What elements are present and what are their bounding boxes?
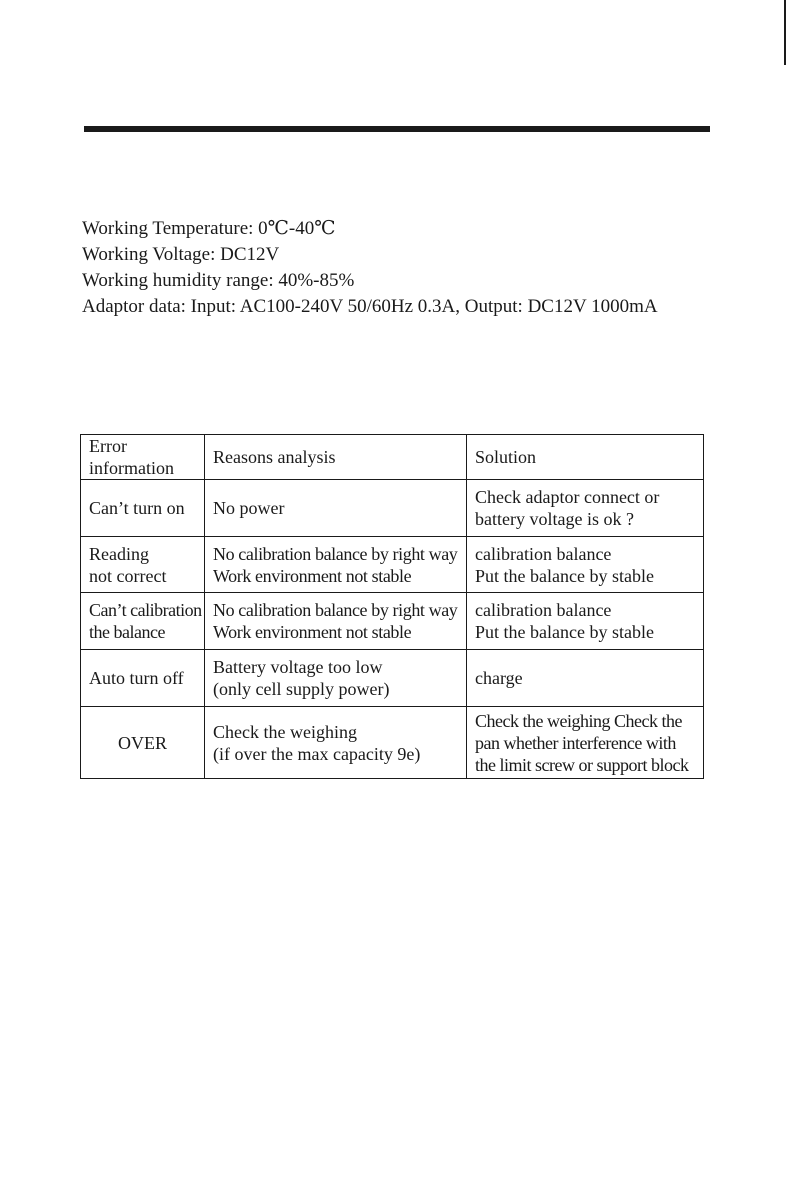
table-row [81, 537, 704, 593]
solution-cell: charge [467, 650, 704, 707]
solution-cell: Check adaptor connect or battery voltage is ok ? [467, 480, 704, 537]
error-cell: Auto turn off [81, 650, 205, 707]
error-cell: OVER [81, 707, 205, 779]
spec-working-voltage: Working Voltage: DC12V [82, 244, 280, 265]
reasons-cell: No power [205, 480, 467, 537]
reasons-cell: No calibration balance by right way Work environment not stable [205, 537, 467, 593]
solution-cell: Check the weighing Check the pan whether interference with the limit screw or support block [467, 707, 704, 779]
reasons-cell: Check the weighing (if over the max capacity 9e) [205, 707, 467, 779]
table-header-row [81, 435, 704, 480]
error-cell: Reading not correct [81, 537, 205, 593]
table-row [81, 707, 704, 779]
header-error-information: Error information [81, 435, 205, 480]
specifications-block [82, 216, 658, 320]
crop-mark [784, 0, 786, 65]
troubleshooting-table [80, 434, 704, 779]
spec-working-temperature: Working Temperature: 0℃-40℃ [82, 218, 336, 239]
table-row [81, 480, 704, 537]
error-cell: Can’t calibration the balance [81, 593, 205, 650]
solution-cell: calibration balance Put the balance by stable [467, 593, 704, 650]
error-cell: Can’t turn on [81, 480, 205, 537]
spec-adaptor-data: Adaptor data: Input: AC100-240V 50/60Hz 0.3A, Output: DC12V 1000mA [82, 296, 658, 317]
reasons-cell: Battery voltage too low (only cell supply power) [205, 650, 467, 707]
header-solution: Solution [467, 435, 704, 480]
solution-cell: calibration balance Put the balance by stable [467, 537, 704, 593]
section-divider-rule [84, 126, 710, 132]
reasons-cell: No calibration balance by right way Work environment not stable [205, 593, 467, 650]
spec-humidity-range: Working humidity range: 40%-85% [82, 270, 355, 291]
table-row [81, 593, 704, 650]
table-row [81, 650, 704, 707]
header-reasons-analysis: Reasons analysis [205, 435, 467, 480]
